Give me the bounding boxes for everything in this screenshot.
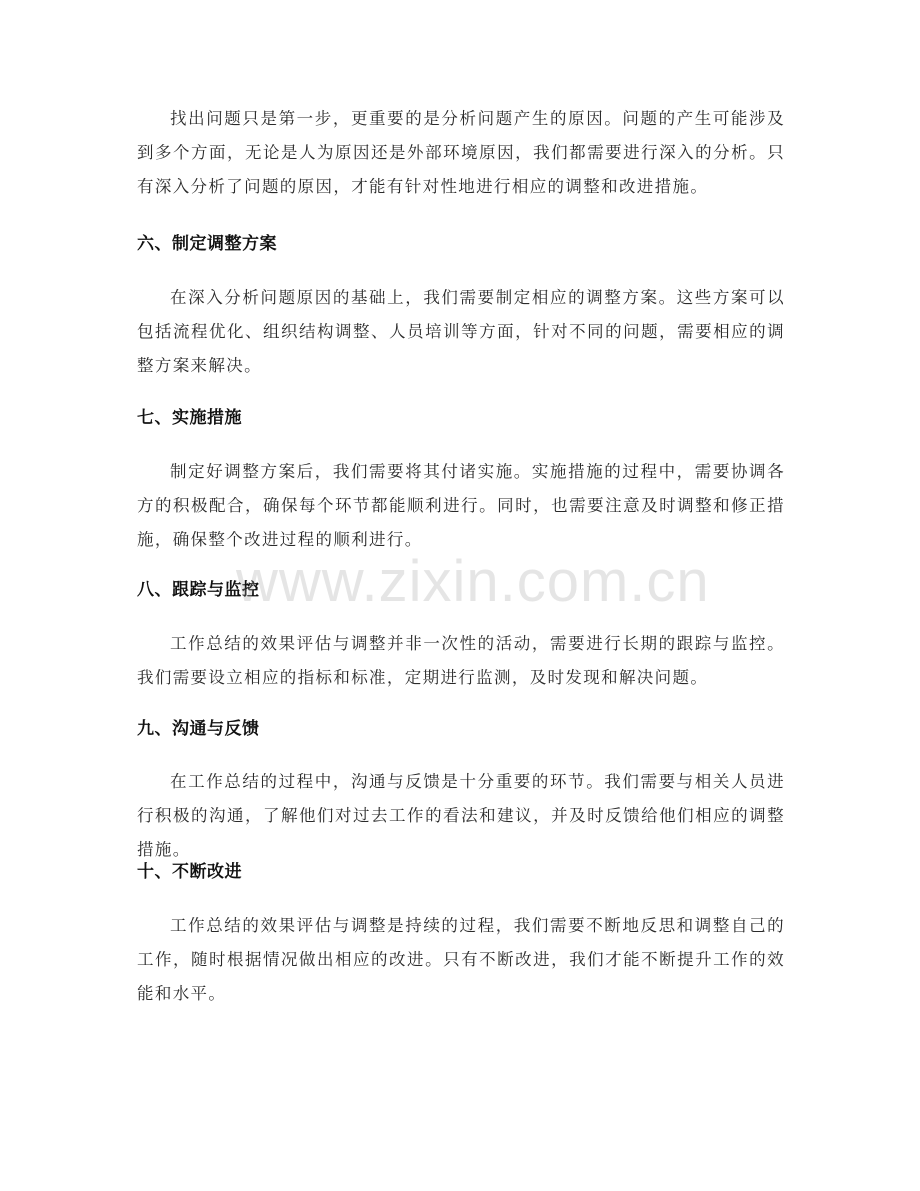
paragraph-eight: 工作总结的效果评估与调整并非一次性的活动，需要进行长期的跟踪与监控。我们需要设立相应的指标和标准，定期进行监测，及时发现和解决问题。 (137, 634, 785, 687)
watermark-text: www.zixin.com.cn (236, 549, 710, 614)
paragraph-six: 在深入分析问题原因的基础上，我们需要制定相应的调整方案。这些方案可以包括流程优化、组织结构调整、人员培训等方面，针对不同的问题，需要相应的调整方案来解决。 (137, 288, 785, 375)
paragraph-nine: 在工作总结的过程中，沟通与反馈是十分重要的环节。我们需要与相关人员进行积极的沟通，了解他们对过去工作的看法和建议，并及时反馈给他们相应的调整措施。 (137, 772, 785, 859)
paragraph-problem-analysis: 找出问题只是第一步，更重要的是分析问题产生的原因。问题的产生可能涉及到多个方面，无论是人为原因还是外部环境原因，我们都需要进行深入的分析。只有深入分析了问题的原因，才能有针对性地进行相应的调整和改进措施。 (137, 109, 785, 196)
heading-ten: 十、不断改进 (137, 862, 242, 882)
heading-six: 六、制定调整方案 (137, 234, 277, 254)
heading-nine: 九、沟通与反馈 (137, 719, 260, 739)
heading-eight: 八、跟踪与监控 (137, 580, 260, 600)
paragraph-seven: 制定好调整方案后，我们需要将其付诸实施。实施措施的过程中，需要协调各方的积极配合，确保每个环节都能顺利进行。同时，也需要注意及时调整和修正措施，确保整个改进过程的顺利进行。 (137, 462, 785, 549)
heading-seven: 七、实施措施 (137, 408, 242, 428)
paragraph-ten: 工作总结的效果评估与调整是持续的过程，我们需要不断地反思和调整自己的工作，随时根据情况做出相应的改进。只有不断改进，我们才能不断提升工作的效能和水平。 (137, 916, 785, 1003)
